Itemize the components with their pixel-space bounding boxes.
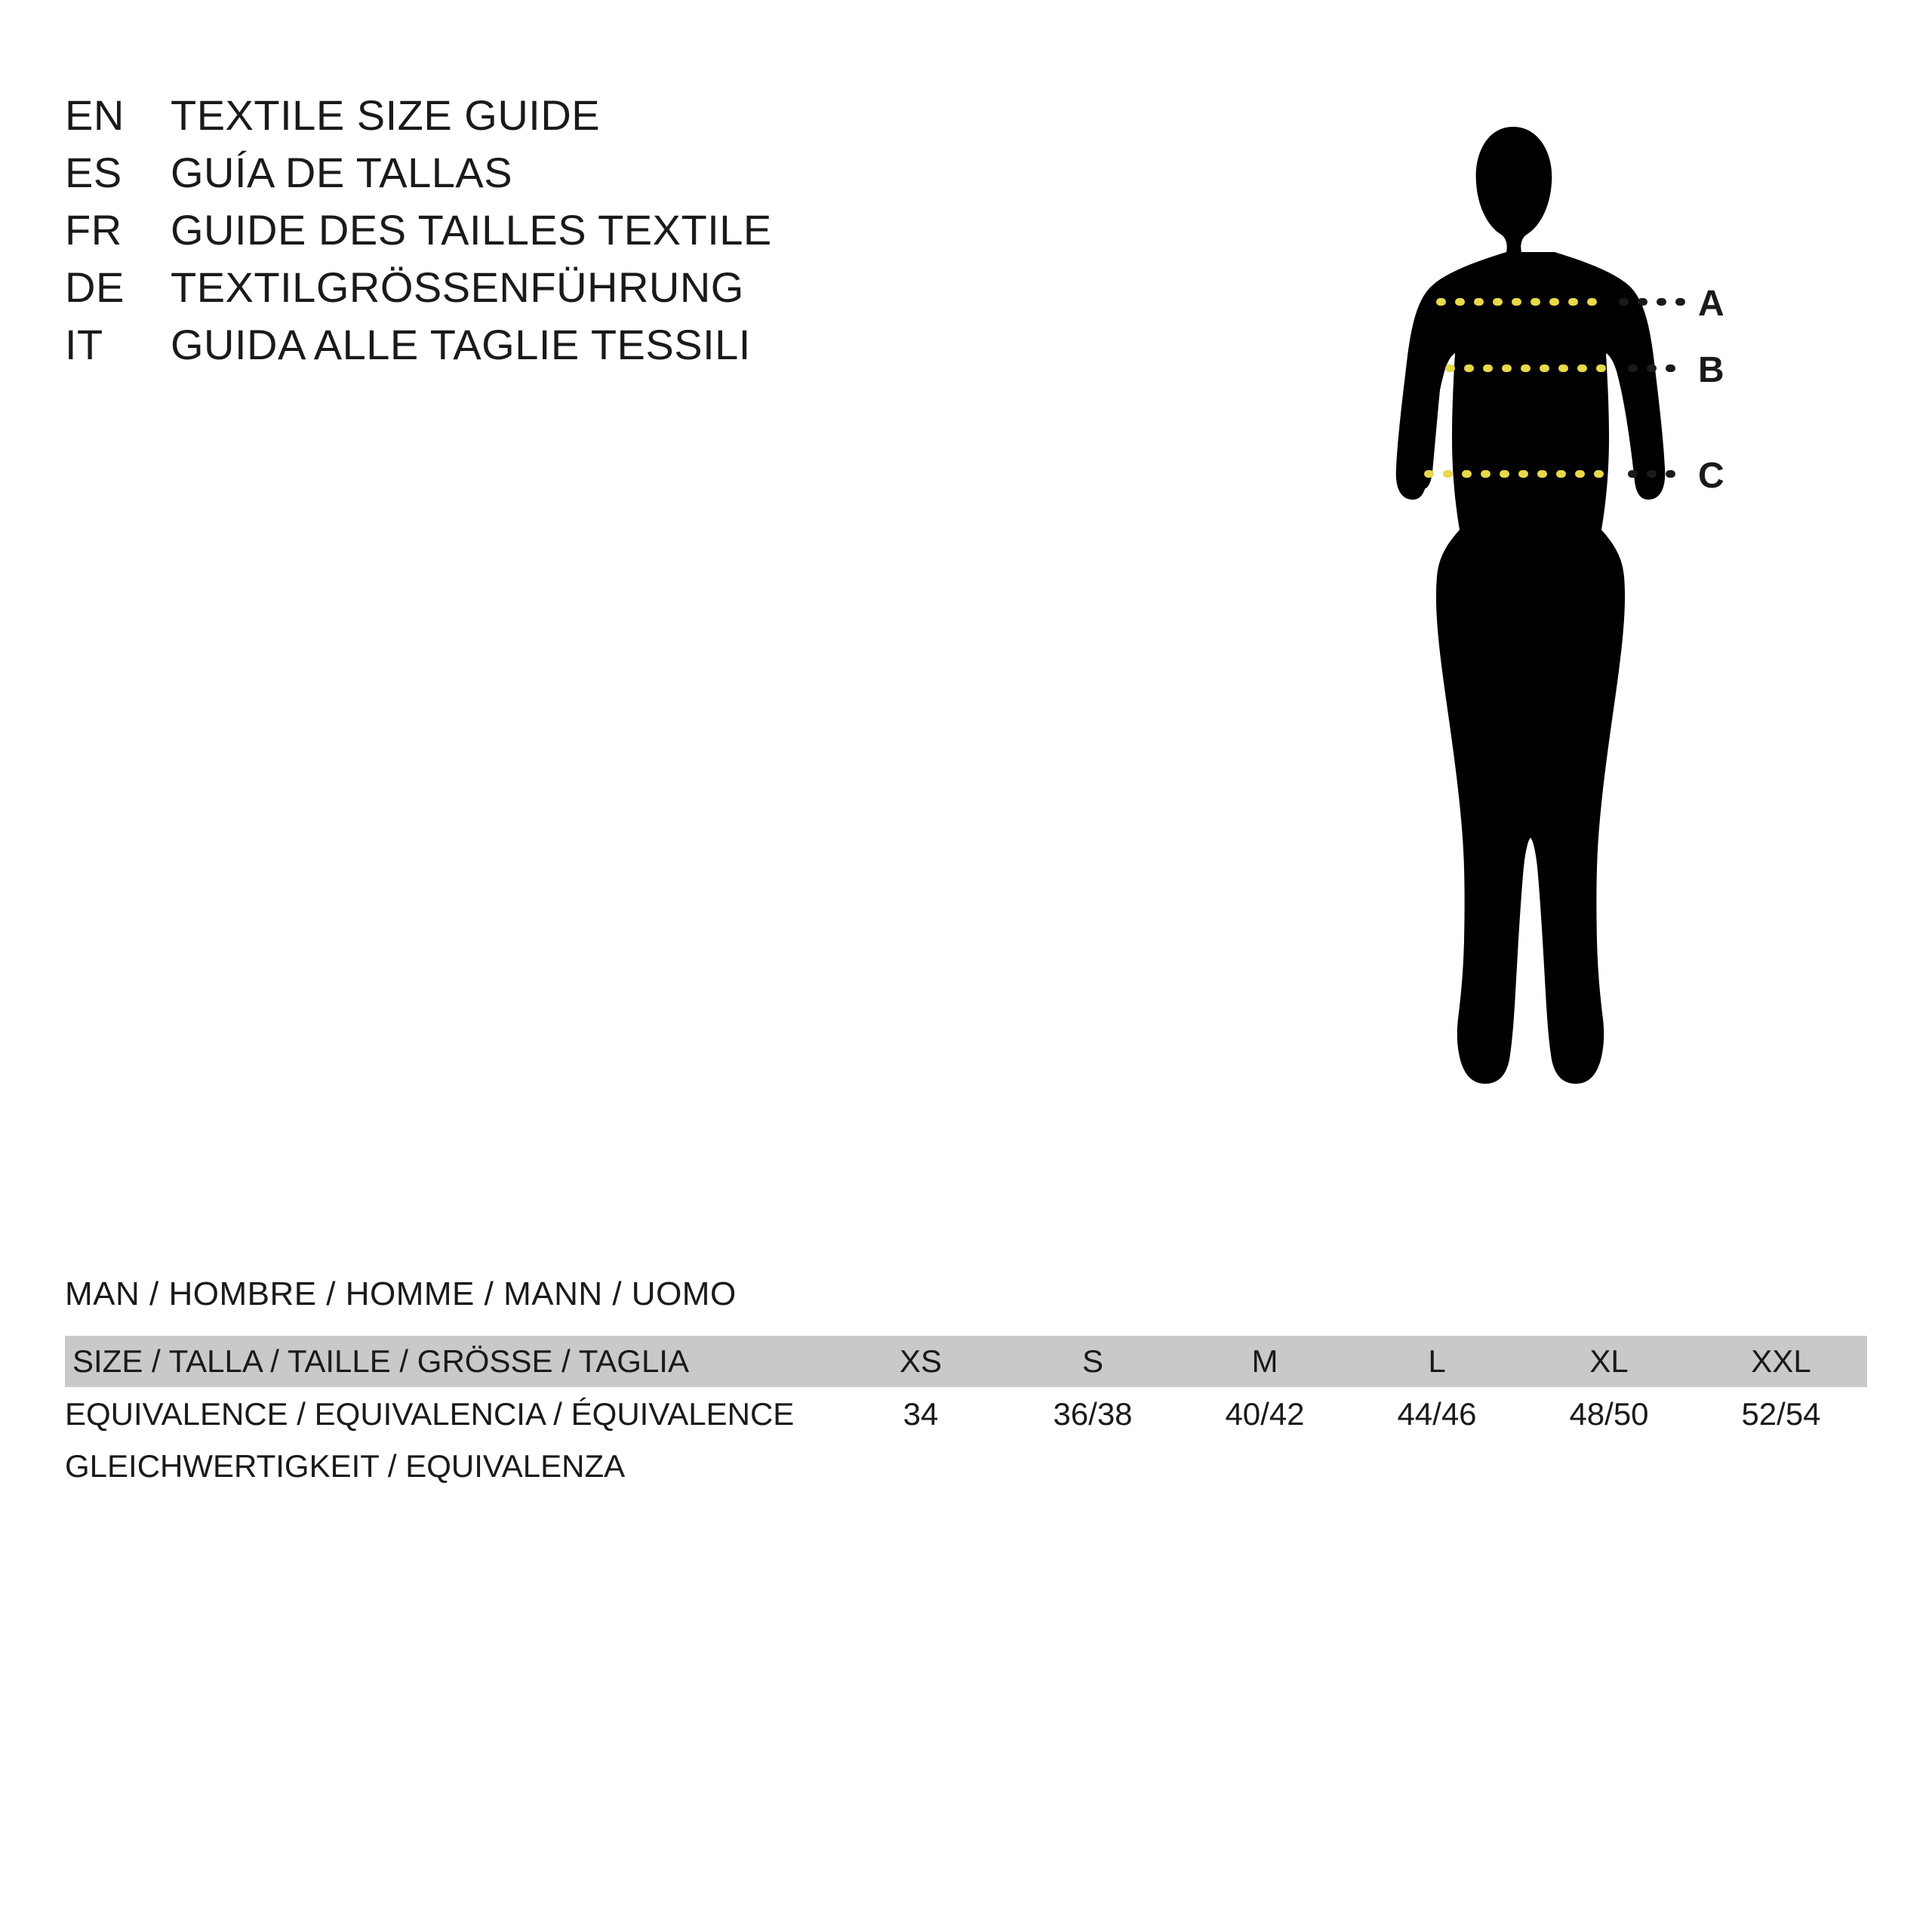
size-cell-l: L (1351, 1336, 1523, 1387)
body-measurement-figure (1374, 83, 1841, 1200)
measure-label-c: C (1698, 456, 1725, 496)
size-table-block (65, 1275, 1861, 1491)
language-title: GUIDE DES TAILLES TEXTILE (171, 206, 772, 254)
language-code: ES (65, 149, 122, 196)
equivalence-cell-xs: 34 (903, 1396, 939, 1432)
spacer-cell (835, 1441, 1007, 1491)
spacer-cell (1007, 1441, 1179, 1491)
equivalence-cell-m: 40/42 (1225, 1396, 1305, 1432)
language-row-fr (65, 205, 895, 263)
table-row-equivalence-continued (65, 1441, 1867, 1491)
size-table (65, 1336, 1867, 1491)
size-cell-xs: XS (835, 1336, 1007, 1387)
size-cell-m: M (1179, 1336, 1351, 1387)
equivalence-cell-xxl: 52/54 (1741, 1396, 1821, 1432)
female-silhouette-icon (1374, 83, 1841, 1200)
equivalence-row-label-2: GLEICHWERTIGKEIT / EQUIVALENZA (65, 1448, 626, 1484)
measure-label-b: B (1698, 350, 1725, 390)
spacer-cell (1179, 1441, 1351, 1491)
equivalence-cell-s: 36/38 (1053, 1396, 1133, 1432)
language-code: FR (65, 206, 122, 254)
language-title: TEXTILE SIZE GUIDE (171, 91, 601, 139)
equivalence-row-label: EQUIVALENCE / EQUIVALENCIA / ÉQUIVALENCE (65, 1396, 795, 1432)
language-title: TEXTILGRÖSSENFÜHRUNG (171, 263, 744, 311)
language-code: EN (65, 91, 125, 139)
spacer-cell (1351, 1441, 1523, 1491)
size-cell-xxl: XXL (1695, 1336, 1867, 1387)
language-header-block (65, 91, 895, 377)
spacer-cell (1523, 1441, 1695, 1491)
equivalence-cell-xl: 48/50 (1569, 1396, 1649, 1432)
language-row-es (65, 148, 895, 205)
table-row-equivalence (65, 1387, 1867, 1441)
language-row-it (65, 320, 895, 377)
language-row-de (65, 263, 895, 320)
language-code: DE (65, 263, 125, 311)
language-title: GUIDA ALLE TAGLIE TESSILI (171, 321, 751, 368)
spacer-cell (1695, 1441, 1867, 1491)
language-row-en (65, 91, 895, 148)
table-row-sizes (65, 1336, 1867, 1387)
size-row-label: SIZE / TALLA / TAILLE / GRÖSSE / TAGLIA (65, 1336, 835, 1387)
measure-label-a: A (1698, 284, 1725, 324)
size-cell-s: S (1007, 1336, 1179, 1387)
language-title: GUÍA DE TALLAS (171, 149, 513, 196)
language-code: IT (65, 321, 103, 368)
table-caption: MAN / HOMBRE / HOMME / MANN / UOMO (65, 1275, 737, 1312)
equivalence-cell-l: 44/46 (1397, 1396, 1477, 1432)
size-cell-xl: XL (1523, 1336, 1695, 1387)
